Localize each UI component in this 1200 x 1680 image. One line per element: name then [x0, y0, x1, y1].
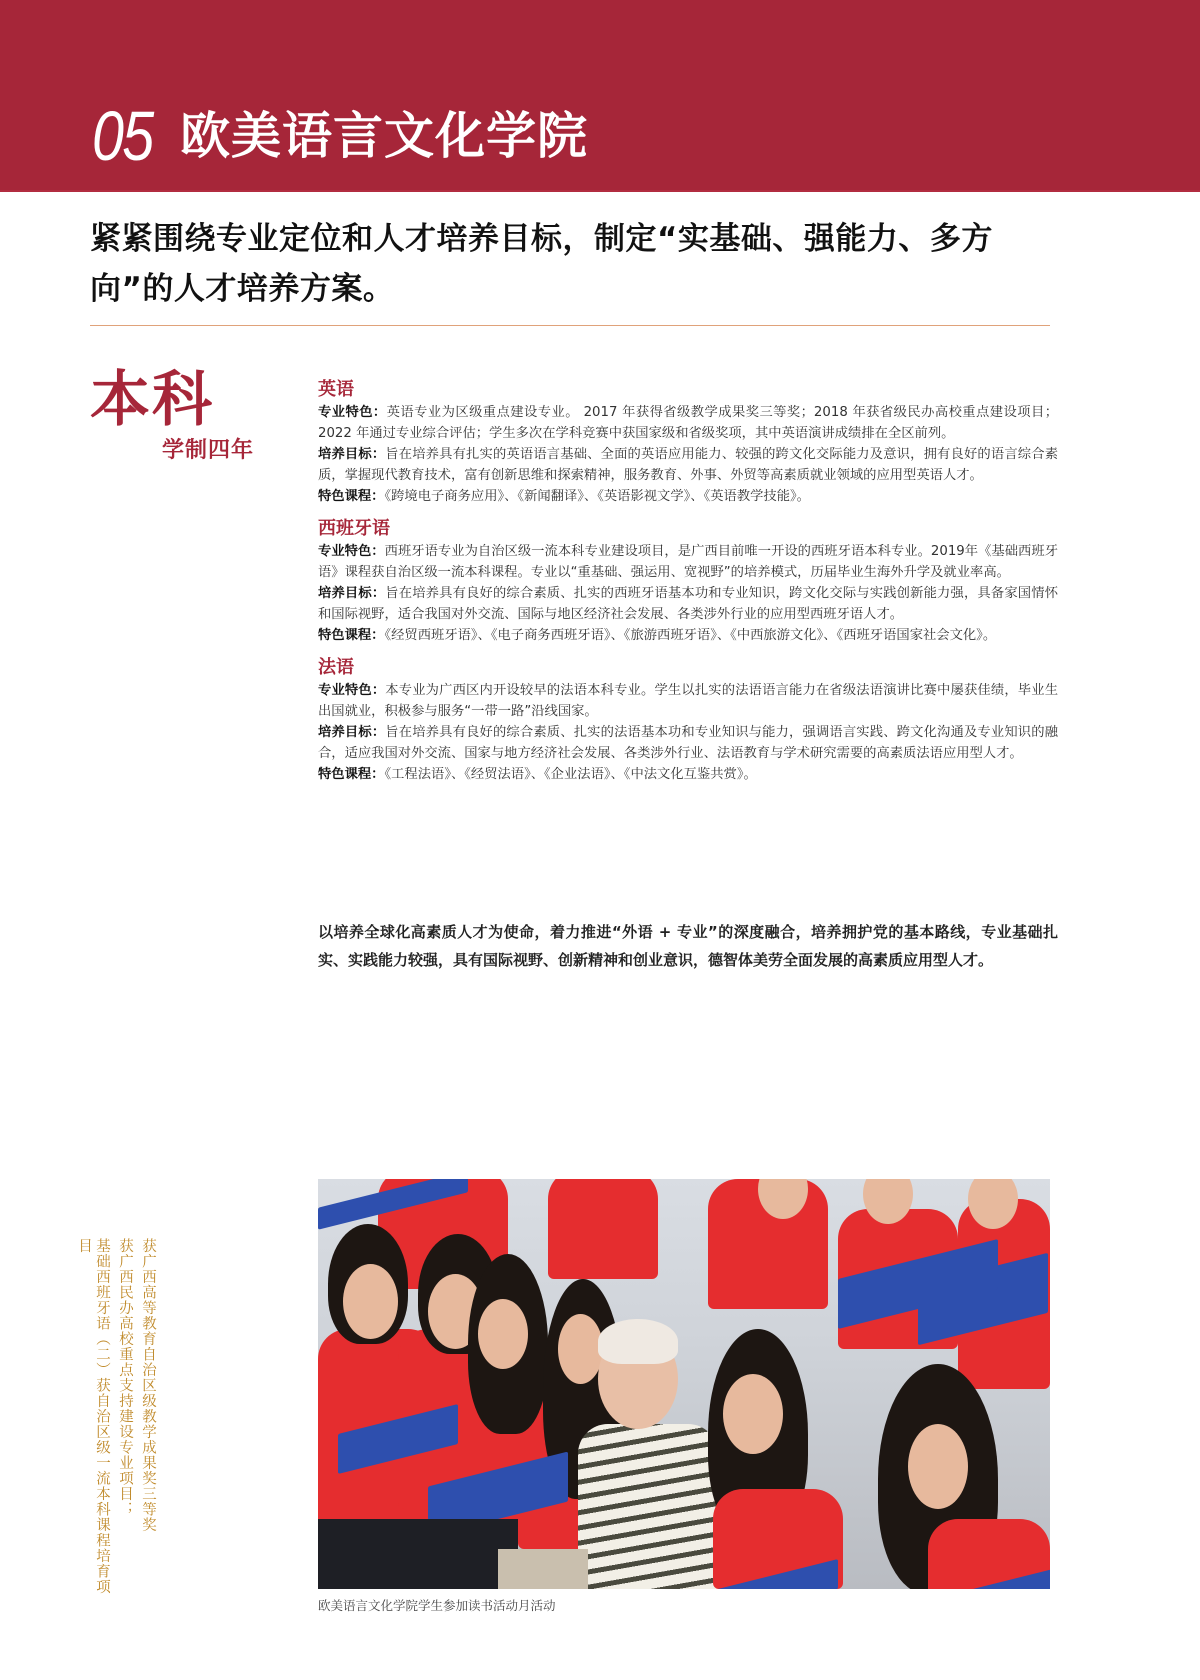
goal-label: 培养目标：	[318, 725, 386, 740]
program-spanish	[318, 517, 1058, 646]
program-courses	[318, 625, 1058, 646]
program-goal	[318, 722, 1058, 764]
feature-text: 西班牙语专业为自治区级一流本科专业建设项目，是广西目前唯一开设的西班牙语本科专业。2019年《基础西班牙语》课程获自治区级一流本科课程。专业以“重基础、强运用、宽视野”的培养模式，历届毕业生海外升学及就业率高。	[318, 544, 1059, 580]
feature-text: 本专业为广西区内开设较早的法语本科专业。学生以扎实的法语语言能力在省级法语演讲比赛中屡获佳绩，毕业生出国就业，积极参与服务“一带一路”沿线国家。	[318, 683, 1059, 719]
goal-text: 旨在培养具有良好的综合素质、扎实的西班牙语基本功和专业知识，跨文化交际与实践创新能力强，具备家国情怀和国际视野，适合我国对外交流、国际与地区经济社会发展、各类涉外行业的应用型西班牙语人才。	[318, 586, 1059, 622]
program-feature	[318, 680, 1058, 722]
courses-label: 特色课程：	[318, 489, 385, 504]
feature-label: 专业特色：	[318, 683, 386, 698]
mission-statement: 以培养全球化高素质人才为使命，着力推进“外语 + 专业”的深度融合，培养拥护党的基本路线，专业基础扎实、实践能力较强，具有国际视野、创新精神和创业意识，德智体美劳全面发展的高素质应用型人才。	[318, 923, 1058, 969]
award-item: 获广西高等教育自治区级教学成果奖三等奖	[140, 1238, 156, 1533]
headline: 紧紧围绕专业定位和人才培养目标，制定“实基础、强能力、多方向”的人才培养方案。	[90, 221, 993, 307]
feature-text: 英语专业为区级重点建设专业。 2017 年获得省级教学成果奖三等奖；2018 年获省级民办高校重点建设项目；2022 年通过专业综合评估；学生多次在学科竞赛中获国家级和省级奖项，其中英语演讲成绩排在全区前列。	[318, 405, 1059, 441]
program-list	[318, 378, 1058, 795]
program-feature	[318, 402, 1058, 444]
feature-label: 专业特色：	[318, 544, 385, 559]
courses-text: 《工程法语》、《经贸法语》、《企业法语》、《中法文化互鉴共赏》。	[384, 767, 757, 782]
divider	[90, 325, 1050, 326]
goal-text: 旨在培养具有良好的综合素质、扎实的法语基本功和专业知识与能力，强调语言实践、跨文化沟通及专业知识的融合，适应我国对外交流、国家与地方经济社会发展、各类涉外行业、法语教育与学术研究需要的高素质法语应用型人才。	[318, 725, 1059, 761]
award-item: 基础西班牙语（二）获自治区级一流本科课程培育项目	[76, 1238, 110, 1595]
courses-text: 《跨境电子商务应用》、《新闻翻译》、《英语影视文学》、《英语教学技能》。	[384, 489, 810, 504]
program-name: 英语	[318, 379, 354, 400]
program-french	[318, 656, 1058, 785]
college-name: 欧美语言文化学院	[180, 107, 588, 165]
courses-text: 《经贸西班牙语》、《电子商务西班牙语》、《旅游西班牙语》、《中西旅游文化》、《西班牙语国家社会文化》。	[384, 628, 997, 643]
goal-label: 培养目标：	[318, 447, 386, 462]
award-item: 获广西民办高校重点支持建设专业项目；	[117, 1238, 133, 1517]
feature-label: 专业特色：	[318, 405, 387, 420]
courses-label: 特色课程：	[318, 767, 385, 782]
program-courses	[318, 486, 1058, 507]
header-band	[0, 0, 1200, 192]
event-photo	[318, 1179, 1050, 1589]
program-english	[318, 378, 1058, 507]
program-feature	[318, 541, 1058, 583]
degree-title: 本科	[90, 365, 214, 435]
program-goal	[318, 583, 1058, 625]
courses-label: 特色课程：	[318, 628, 385, 643]
goal-label: 培养目标：	[318, 586, 386, 601]
program-courses	[318, 764, 1058, 785]
program-goal	[318, 444, 1058, 486]
program-name: 西班牙语	[318, 518, 390, 539]
degree-duration: 学制四年	[162, 438, 255, 463]
awards-list	[76, 1238, 157, 1598]
goal-text: 旨在培养具有扎实的英语语言基础、全面的英语应用能力、较强的跨文化交际能力及意识，拥有良好的语言综合素质，掌握现代教育技术，富有创新思维和探索精神，服务教育、外事、外贸等高素质就业领域的应用型英语人才。	[318, 447, 1059, 483]
section-title	[92, 96, 588, 176]
section-number: 05	[92, 97, 153, 175]
photo-caption: 欧美语言文化学院学生参加读书活动月活动	[318, 1598, 556, 1613]
program-name: 法语	[318, 657, 354, 678]
